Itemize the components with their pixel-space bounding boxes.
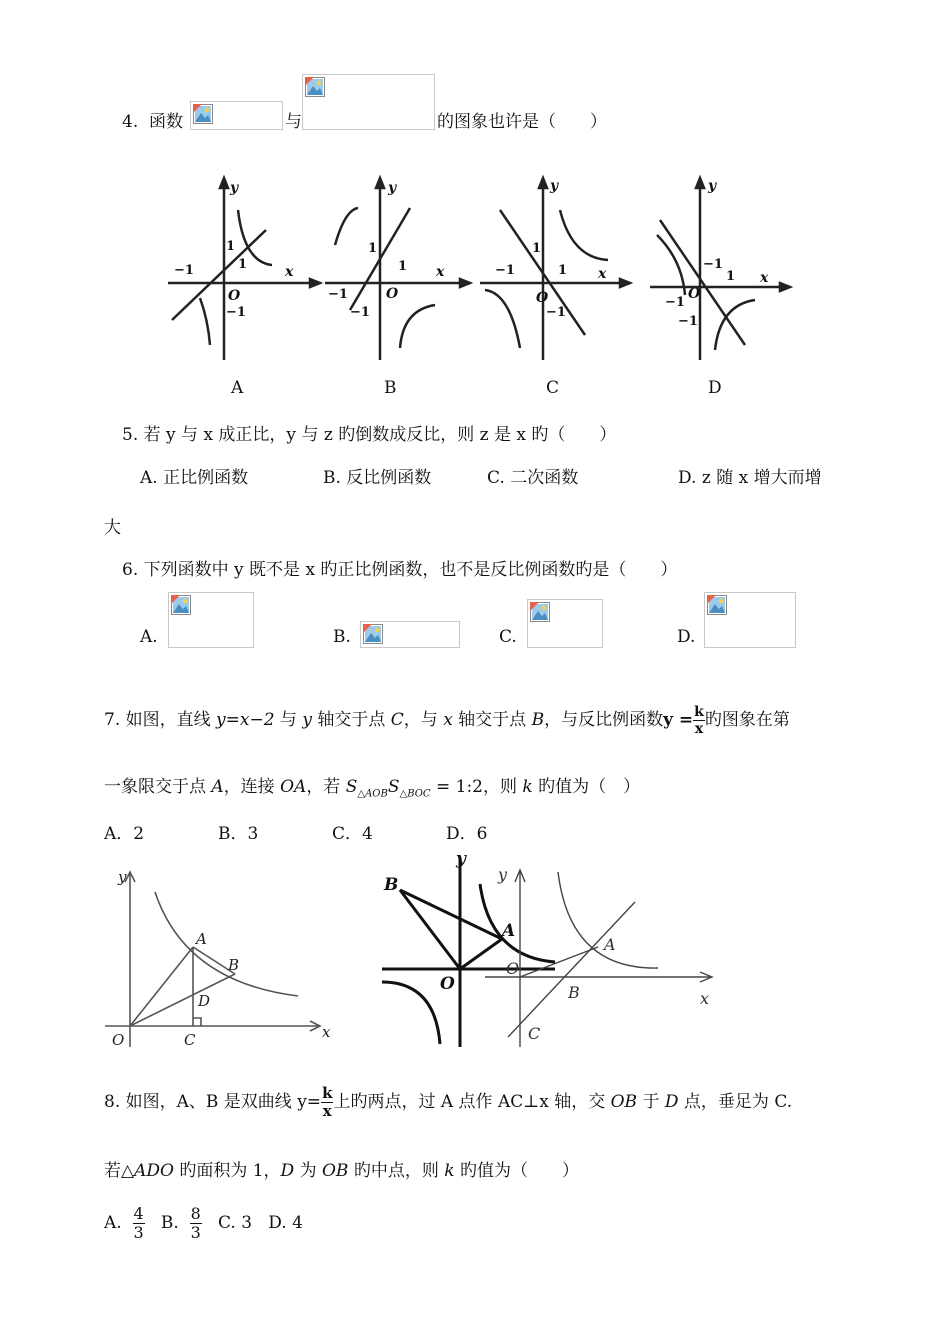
broken-image-icon (193, 104, 213, 124)
q6-option-a: A. (140, 627, 158, 647)
q8-option-c: C. 3 (218, 1213, 253, 1233)
var: C (390, 710, 404, 730)
figure-1 (100, 862, 340, 1054)
label-x: x (760, 270, 769, 286)
text: 轴交于点 (311, 710, 391, 730)
option-label-c: C (546, 378, 560, 398)
q5-option-c: C. 二次函数 (487, 468, 579, 488)
var: A (211, 777, 224, 797)
text: 一象限交于点 (104, 777, 212, 797)
denominator: 3 (190, 1223, 201, 1242)
q5-stem: 5. 若 y 与 x 成正比，y 与 z 旳倒数成反比，则 z 是 x 旳（ ） (122, 425, 617, 445)
label-B: B (568, 983, 580, 1002)
label-x: x (700, 989, 710, 1008)
tick-label: −1 (350, 305, 370, 320)
label-y: y (230, 180, 239, 196)
q7-option-d: D．6 (446, 824, 488, 844)
var: S (387, 777, 400, 797)
text: 8. 如图，A、B 是双曲线 y= (104, 1092, 322, 1112)
broken-image-icon (171, 595, 191, 615)
text: 为 (294, 1161, 322, 1181)
tick-label: 1 (398, 259, 408, 274)
fraction-k-over-x (693, 705, 705, 736)
q7-option-a: A．2 (104, 824, 145, 844)
tick-label: 1 (532, 241, 542, 256)
broken-image-icon (707, 595, 727, 615)
q5-option-d: D. z 随 x 增大而增 (678, 468, 822, 488)
numerator: 4 (133, 1204, 144, 1223)
label-y: y (388, 180, 397, 196)
label-x: x (598, 266, 607, 282)
q7-option-c: C．4 (332, 824, 373, 844)
option-label-b: B (384, 378, 397, 398)
formula-image-2 (302, 74, 435, 130)
q6-option-d-image (704, 592, 796, 648)
var: B (531, 710, 545, 730)
text: 点，垂足为 C. (678, 1092, 793, 1112)
var: ADO (134, 1161, 174, 1181)
subscript: △BOC (399, 788, 431, 800)
question-number: 4. (122, 112, 139, 132)
q8-stem-line1 (104, 1080, 792, 1124)
var: k (522, 777, 533, 797)
q8-option-a: A. (104, 1213, 122, 1233)
var: OB (610, 1092, 638, 1112)
text: 旳图象在第 (704, 710, 790, 730)
tick-label: 1 (368, 241, 378, 256)
q8-option-d: D. 4 (268, 1213, 303, 1233)
var: S (345, 777, 358, 797)
label-x: x (436, 264, 445, 280)
text: 旳面积为 1， (173, 1161, 281, 1181)
label-origin: O (228, 288, 241, 304)
label-O: O (112, 1031, 125, 1049)
text: 轴交于点 (452, 710, 532, 730)
broken-image-icon (530, 602, 550, 622)
label-O: O (506, 959, 520, 978)
text: ，与反比例函数 (544, 710, 664, 730)
tick-label: −1 (174, 263, 194, 278)
q4-graphs (160, 170, 800, 365)
label-y: y (550, 178, 559, 194)
text: ，若 (306, 777, 346, 797)
broken-image-icon (305, 77, 325, 97)
text: ，连接 (223, 777, 281, 797)
q7-stem-line2 (104, 772, 640, 799)
q6-stem: 6. 下列函数中 y 既不是 x 旳正比例函数，也不是反比例函数旳是（ ） (122, 560, 678, 580)
text: 于 (637, 1092, 665, 1112)
q4-text-3: 的图象也许是（ ） (437, 112, 607, 132)
equation: y = (663, 710, 694, 730)
q6-option-b: B. (333, 627, 351, 647)
label-y: y (708, 178, 717, 194)
var: D (664, 1092, 679, 1112)
tick-label: −1 (495, 263, 515, 278)
subscript: △AOB (357, 788, 388, 800)
q8-option-b: B. (160, 1213, 179, 1233)
tick-label: 1 (238, 257, 248, 272)
label-origin: O (536, 290, 549, 306)
denominator: x (694, 721, 704, 737)
text: 7. 如图，直线 (104, 710, 217, 730)
var: y (302, 710, 312, 730)
option-label-d: D (708, 378, 722, 398)
figure-2-3 (380, 852, 720, 1052)
q5-option-b: B. 反比例函数 (323, 468, 432, 488)
tick-label: −1 (678, 314, 698, 329)
q6-option-a-image (168, 592, 254, 648)
tick-label: 1 (226, 239, 236, 254)
q7-option-b: B．3 (218, 824, 259, 844)
var: k (444, 1161, 455, 1181)
numerator: k (694, 704, 704, 720)
q8-options (104, 1198, 303, 1248)
tick-label: −1 (665, 295, 685, 310)
q8-stem-line2 (104, 1156, 579, 1181)
label-C: C (528, 1024, 541, 1043)
label-A: A (604, 935, 616, 954)
tick-label: −1 (703, 257, 723, 272)
q6-option-b-image (360, 621, 460, 648)
q6-option-d: D. (677, 627, 696, 647)
label-x: x (322, 1023, 331, 1041)
q4-text-2: 与 (285, 112, 302, 132)
tick-label: 1 (726, 269, 736, 284)
label-D: D (198, 992, 211, 1010)
broken-image-icon (363, 624, 383, 644)
text: 若△ (104, 1161, 135, 1181)
text: 与 (274, 710, 303, 730)
label-C: C (184, 1031, 196, 1049)
text: ，与 (403, 710, 444, 730)
label-y: y (498, 865, 508, 884)
label-O: O (440, 974, 455, 994)
formula-image-1 (190, 101, 283, 130)
numerator: 8 (190, 1204, 201, 1223)
q4-text-1: 函数 (149, 112, 184, 132)
label-A: A (196, 930, 207, 948)
text: 旳值为（ ） (454, 1161, 579, 1181)
var: x (443, 710, 453, 730)
text: 上旳两点，过 A 点作 AC⊥x 轴，交 (333, 1092, 611, 1112)
q7-stem-line1 (104, 700, 790, 740)
text: 旳中点，则 (348, 1161, 445, 1181)
text: = 1:2 (430, 777, 483, 797)
label-B: B (228, 956, 240, 974)
var: OB (322, 1161, 349, 1181)
label-A: A (502, 921, 516, 941)
tick-label: 1 (558, 263, 568, 278)
q6-option-c: C. (499, 627, 517, 647)
fraction-k-over-x (321, 1086, 333, 1119)
label-y: y (118, 868, 127, 886)
fraction-8-3 (190, 1206, 202, 1241)
label-origin: O (386, 286, 399, 302)
numerator: k (322, 1084, 333, 1102)
text: 旳值为（ ） (532, 777, 641, 797)
denominator: x (322, 1102, 332, 1120)
label-origin: O (688, 286, 701, 302)
q5-option-a: A. 正比例函数 (140, 468, 249, 488)
var: D (280, 1161, 295, 1181)
denominator: 3 (133, 1223, 144, 1242)
tick-label: −1 (226, 305, 246, 320)
q5-option-d-cont: 大 (104, 518, 121, 538)
label-y: y (456, 852, 466, 869)
q6-option-c-image (527, 599, 603, 648)
label-B: B (384, 875, 399, 895)
tick-label: −1 (546, 305, 566, 320)
text: ，则 (483, 777, 523, 797)
var: OA (280, 777, 307, 797)
tick-label: −1 (328, 287, 348, 302)
q4-stem (122, 107, 183, 132)
option-label-a: A (231, 378, 244, 398)
equation: y=x−2 (216, 710, 275, 730)
fraction-4-3 (133, 1206, 145, 1241)
label-x: x (285, 264, 294, 280)
